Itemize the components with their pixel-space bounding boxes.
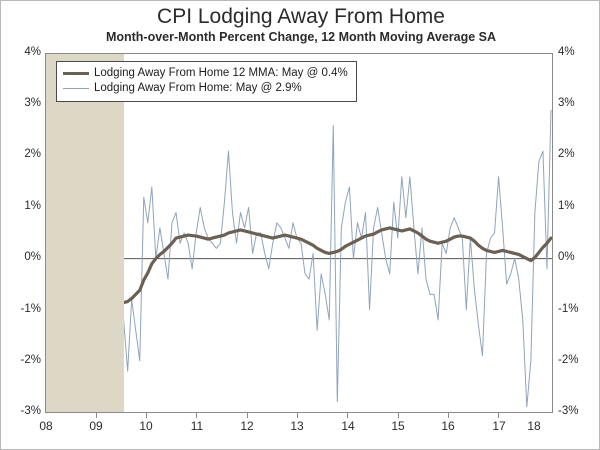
x-axis-label-16: 16	[441, 419, 455, 433]
page-title: CPI Lodging Away From Home	[157, 5, 445, 28]
x-axis-label-17: 17	[492, 419, 506, 433]
tick-mark	[196, 413, 197, 418]
y-axis-label-left-2: 2%	[24, 148, 41, 160]
y-axis-label-right-3: 3%	[558, 97, 575, 109]
y-axis-label-right-0: 0%	[558, 251, 575, 263]
y-axis-label-right-2: 2%	[558, 148, 575, 160]
tick-mark	[96, 413, 97, 418]
plot-area	[45, 53, 553, 413]
y-axis-label-right-neg1: -1%	[558, 303, 579, 315]
tick-mark	[448, 413, 449, 418]
line-swatch-mom-icon	[63, 88, 89, 89]
y-axis-label-right-1: 1%	[558, 200, 575, 212]
tick-mark	[347, 413, 348, 418]
y-axis-label-left-0: 0%	[24, 251, 41, 263]
line-swatch-mma-icon	[63, 72, 89, 75]
x-axis-label-10: 10	[139, 419, 153, 433]
y-axis-label-right-neg3: -3%	[558, 405, 579, 417]
y-axis-label-left-4: 4%	[24, 46, 41, 58]
recession-shading	[46, 54, 124, 412]
y-axis-label-left-1: 1%	[24, 200, 41, 212]
chart-legend	[56, 61, 357, 102]
y-axis-label-left-neg3: -3%	[20, 405, 41, 417]
x-axis-label-18: 18	[527, 419, 541, 433]
y-axis-label-left-neg2: -2%	[20, 354, 41, 366]
x-axis-label-13: 13	[290, 419, 304, 433]
tick-mark	[498, 413, 499, 418]
legend-label-mom: Lodging Away From Home: May @ 2.9%	[94, 82, 302, 94]
x-axis-label-15: 15	[391, 419, 405, 433]
y-axis-label-right-4: 4%	[558, 46, 575, 58]
tick-mark	[247, 413, 248, 418]
tick-mark	[398, 413, 399, 418]
legend-label-mma: Lodging Away From Home 12 MMA: May @ 0.4%	[94, 67, 348, 79]
y-axis-label-left-3: 3%	[24, 97, 41, 109]
y-axis-label-left-neg1: -1%	[20, 303, 41, 315]
legend-item-mma	[63, 66, 348, 81]
x-axis-label-14: 14	[341, 419, 355, 433]
tick-mark	[146, 413, 147, 418]
x-axis-label-12: 12	[240, 419, 254, 433]
tick-mark	[297, 413, 298, 418]
x-axis-label-09: 09	[89, 419, 103, 433]
chart-subtitle: Month-over-Month Percent Change, 12 Month Moving Average SA	[105, 30, 497, 44]
x-axis-label-08: 08	[39, 419, 53, 433]
legend-item-mom	[63, 81, 348, 96]
x-axis-label-11: 11	[190, 419, 204, 433]
y-axis-label-right-neg2: -2%	[558, 354, 579, 366]
